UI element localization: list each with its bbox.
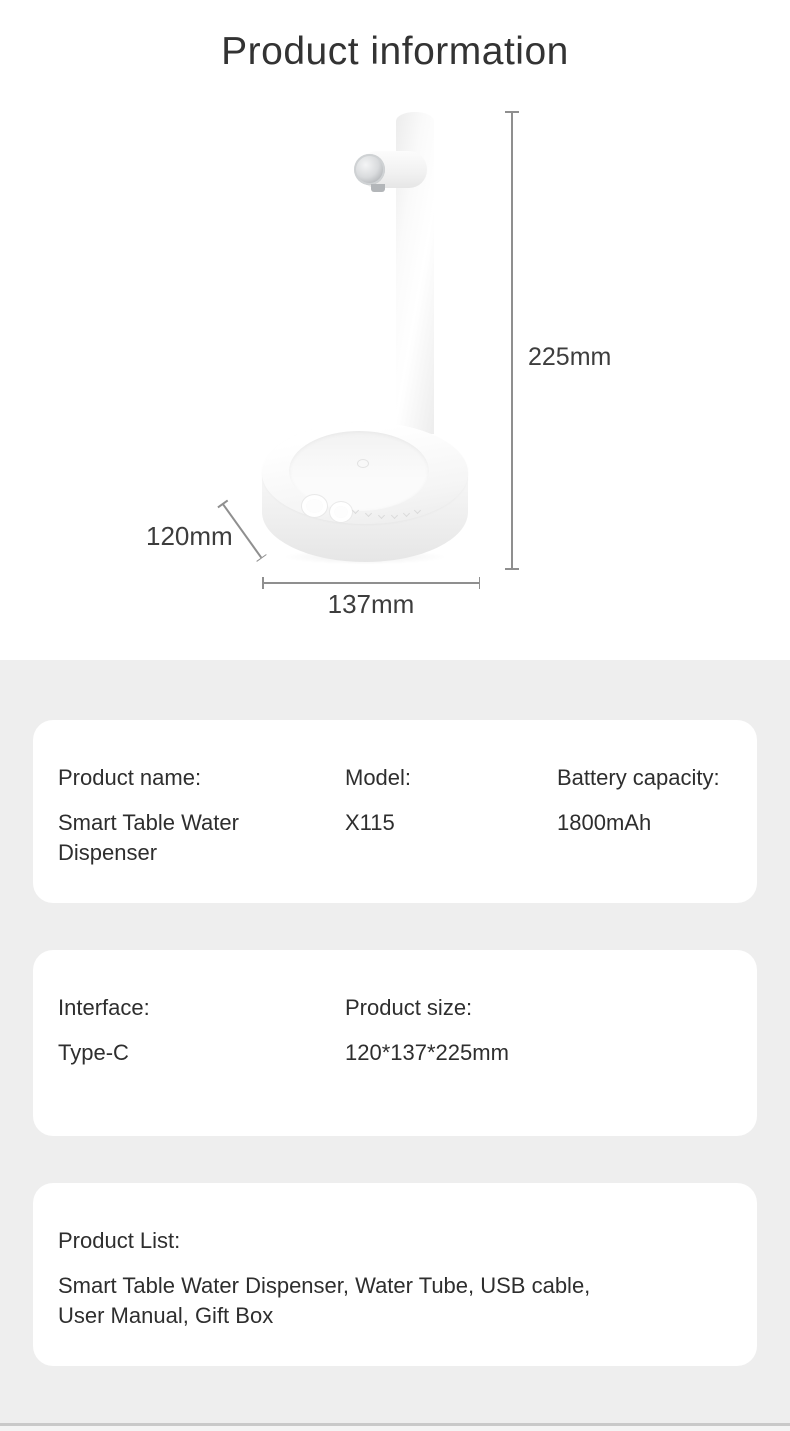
base-button-2 [329,501,353,523]
field-value: Smart Table Water Dispenser [58,810,239,865]
spec-field-product-name [58,763,278,868]
field-label: Model: [345,765,412,790]
spout-nozzle [371,184,385,192]
width-dimension-line [262,582,480,584]
spout-metal-cap [354,154,385,185]
field-label: Product List: [58,1228,181,1253]
page-title: Product information [221,30,569,73]
height-dimension-label: 225mm [528,343,612,371]
field-value: Type-C [58,1040,129,1065]
spec-field-battery-capacity [557,763,720,838]
field-value: 120*137*225mm [345,1040,509,1065]
field-label: Product name: [58,765,202,790]
base-button-1 [301,494,328,518]
spec-field-product-size [345,993,509,1068]
width-dimension-label: 137mm [327,589,415,619]
field-label: Interface: [58,995,150,1020]
bottom-edge-highlight [0,1426,790,1431]
field-value: Smart Table Water Dispenser, Water Tube, USB cable, User Manual, Gift Box [58,1273,591,1328]
depth-dimension-label: 120mm [146,521,233,551]
spec-field-model [345,763,411,838]
spec-field-product-list [58,1226,638,1331]
field-label: Product size: [345,995,473,1020]
specs-section [0,660,790,1431]
field-value: 1800mAh [557,810,652,835]
field-label: Battery capacity: [557,765,720,790]
spec-field-interface [58,993,150,1068]
spec-card-interface-size [33,950,757,1136]
spec-card-product-list [33,1183,757,1366]
height-dimension-line [511,112,513,569]
spec-card-basic-info [33,720,757,903]
field-value: X115 [345,810,395,835]
tray-center-dot [357,459,369,468]
